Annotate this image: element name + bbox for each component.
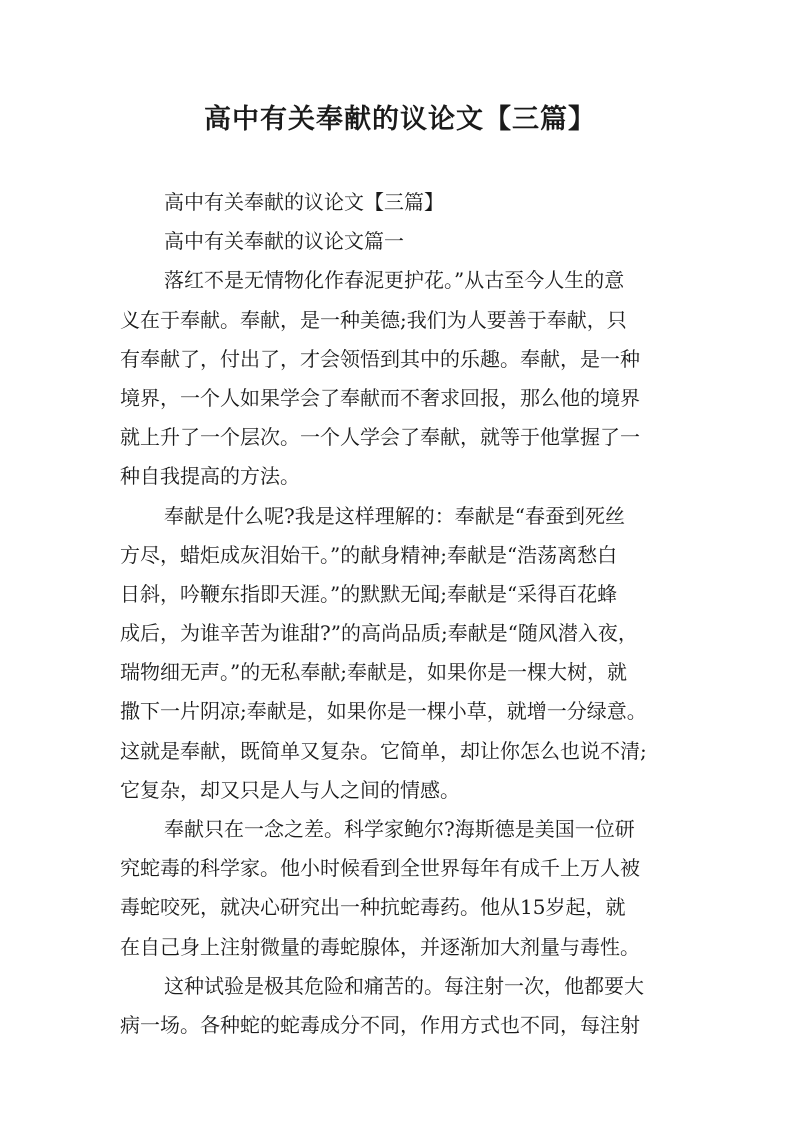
text-line: 义在于奉献。奉献，是一种美德;我们为人要善于奉献，只	[120, 307, 627, 332]
text-line: 撒下一片阴凉;奉献是，如果你是一棵小草，就增一分绿意。	[120, 699, 647, 724]
text-line: 毒蛇咬死，就决心研究出一种抗蛇毒药。他从15岁起，就	[120, 895, 626, 920]
text-line: 这就是奉献，既简单又复杂。它简单，却让你怎么也说不清;	[120, 738, 647, 763]
text-line: 日斜，吟鞭东指即天涯。”的默默无闻;奉献是“采得百花蜂	[120, 581, 618, 606]
text-line: 方尽，蜡炬成灰泪始干。”的献身精神;奉献是“浩荡离愁白	[120, 542, 618, 567]
text-line: 在自己身上注射微量的毒蛇腺体，并逐渐加大剂量与毒性。	[120, 934, 640, 959]
text-line: 种自我提高的方法。	[120, 464, 300, 489]
text-line: 境界，一个人如果学会了奉献而不奢求回报，那么他的境界	[120, 385, 640, 410]
text-line-section-heading: 高中有关奉献的议论文篇一	[164, 229, 404, 254]
text-line: 这种试验是极其危险和痛苦的。每注射一次，他都要大	[164, 973, 644, 998]
text-line: 落红不是无情物化作春泥更护花。”从古至今人生的意	[164, 268, 625, 293]
text-line: 成后，为谁辛苦为谁甜?”的高尚品质;奉献是“随风潜入夜，	[120, 621, 638, 646]
text-line: 它复杂，却又只是人与人之间的情感。	[120, 777, 460, 802]
document-title: 高中有关奉献的议论文【三篇】	[204, 104, 596, 135]
text-line-subtitle: 高中有关奉献的议论文【三篇】	[164, 190, 444, 214]
text-line: 瑞物细无声。”的无私奉献;奉献是，如果你是一棵大树，就	[120, 660, 627, 685]
text-line: 病一场。各种蛇的蛇毒成分不同，作用方式也不同，每注射	[120, 1012, 640, 1037]
text-line: 奉献只在一念之差。科学家鲍尔?海斯德是美国一位研	[164, 817, 635, 841]
document-body	[120, 183, 685, 1045]
text-line: 就上升了一个层次。一个人学会了奉献，就等于他掌握了一	[120, 425, 640, 450]
text-line: 有奉献了，付出了，才会领悟到其中的乐趣。奉献，是一种	[120, 346, 640, 371]
text-line: 奉献是什么呢?我是这样理解的：奉献是“春蚕到死丝	[164, 503, 625, 528]
text-line: 究蛇毒的科学家。他小时候看到全世界每年有成千上万人被	[120, 856, 640, 881]
